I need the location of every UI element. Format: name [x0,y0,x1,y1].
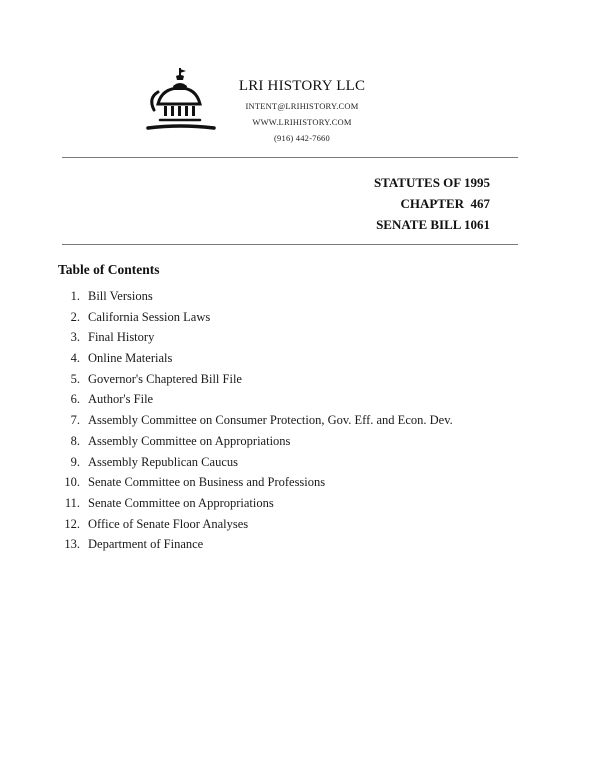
toc-item-number: 7. [70,413,80,428]
toc-item-number: 11. [64,495,80,510]
toc-item-label: Final History [88,330,155,345]
toc-item-number: 12. [64,516,80,531]
company-website: WWW.LRIHISTORY.COM [252,117,352,127]
toc-item-number: 13. [64,537,80,552]
company-email: INTENT@LRIHISTORY.COM [245,101,359,111]
toc-item-number: 5. [70,371,80,386]
toc-item [58,286,453,307]
toc-item-number: 2. [70,309,80,324]
toc-item [58,389,453,410]
toc-title: Table of Contents [58,262,160,277]
statutes-year: STATUTES OF 1995 [373,175,490,190]
statute-block [374,172,490,235]
toc-item [58,493,453,514]
toc-item-label: Assembly Committee on Consumer Protection, Gov. Eff. and Econ. Dev. [88,413,453,428]
toc-item-label: Governor's Chaptered Bill File [88,371,242,386]
toc-item [58,431,453,452]
company-header [222,78,382,143]
chapter-number: CHAPTER 467 [400,196,490,211]
toc-item [58,534,453,555]
company-name: LRI HISTORY LLC [238,78,366,94]
toc-item [58,472,453,493]
capitol-dome-icon [140,64,218,136]
toc-item [58,327,453,348]
top-divider [62,157,518,158]
toc-item-number: 8. [70,433,80,448]
toc-item-label: Assembly Committee on Appropriations [88,433,291,448]
toc-item-number: 1. [70,289,80,303]
toc-list [58,286,453,555]
toc-item-label: Office of Senate Floor Analyses [88,516,249,531]
toc-item-label: Online Materials [88,351,173,366]
toc-item [58,307,453,328]
toc-item-label: California Session Laws [88,309,211,324]
toc-item-number: 9. [70,454,80,469]
bottom-divider [62,244,518,245]
toc-item [58,369,453,390]
toc-item [58,514,453,535]
company-phone: (916) 442-7660 [274,133,330,143]
toc-item-label: Senate Committee on Business and Professions [88,475,326,490]
toc-item-label: Department of Finance [88,537,204,552]
toc-item-label: Assembly Republican Caucus [88,454,238,469]
toc-item [58,452,453,473]
toc-item-label: Author's File [88,392,154,407]
toc-item-label: Bill Versions [88,289,153,303]
toc-item-number: 6. [70,392,80,407]
senate-bill-number: SENATE BILL 1061 [376,217,490,232]
toc-item [58,348,453,369]
toc-item-number: 3. [70,330,80,345]
toc-item-label: Senate Committee on Appropriations [88,495,274,510]
toc-item [58,410,453,431]
toc-item-number: 10. [64,475,80,490]
toc-item-number: 4. [70,351,80,366]
